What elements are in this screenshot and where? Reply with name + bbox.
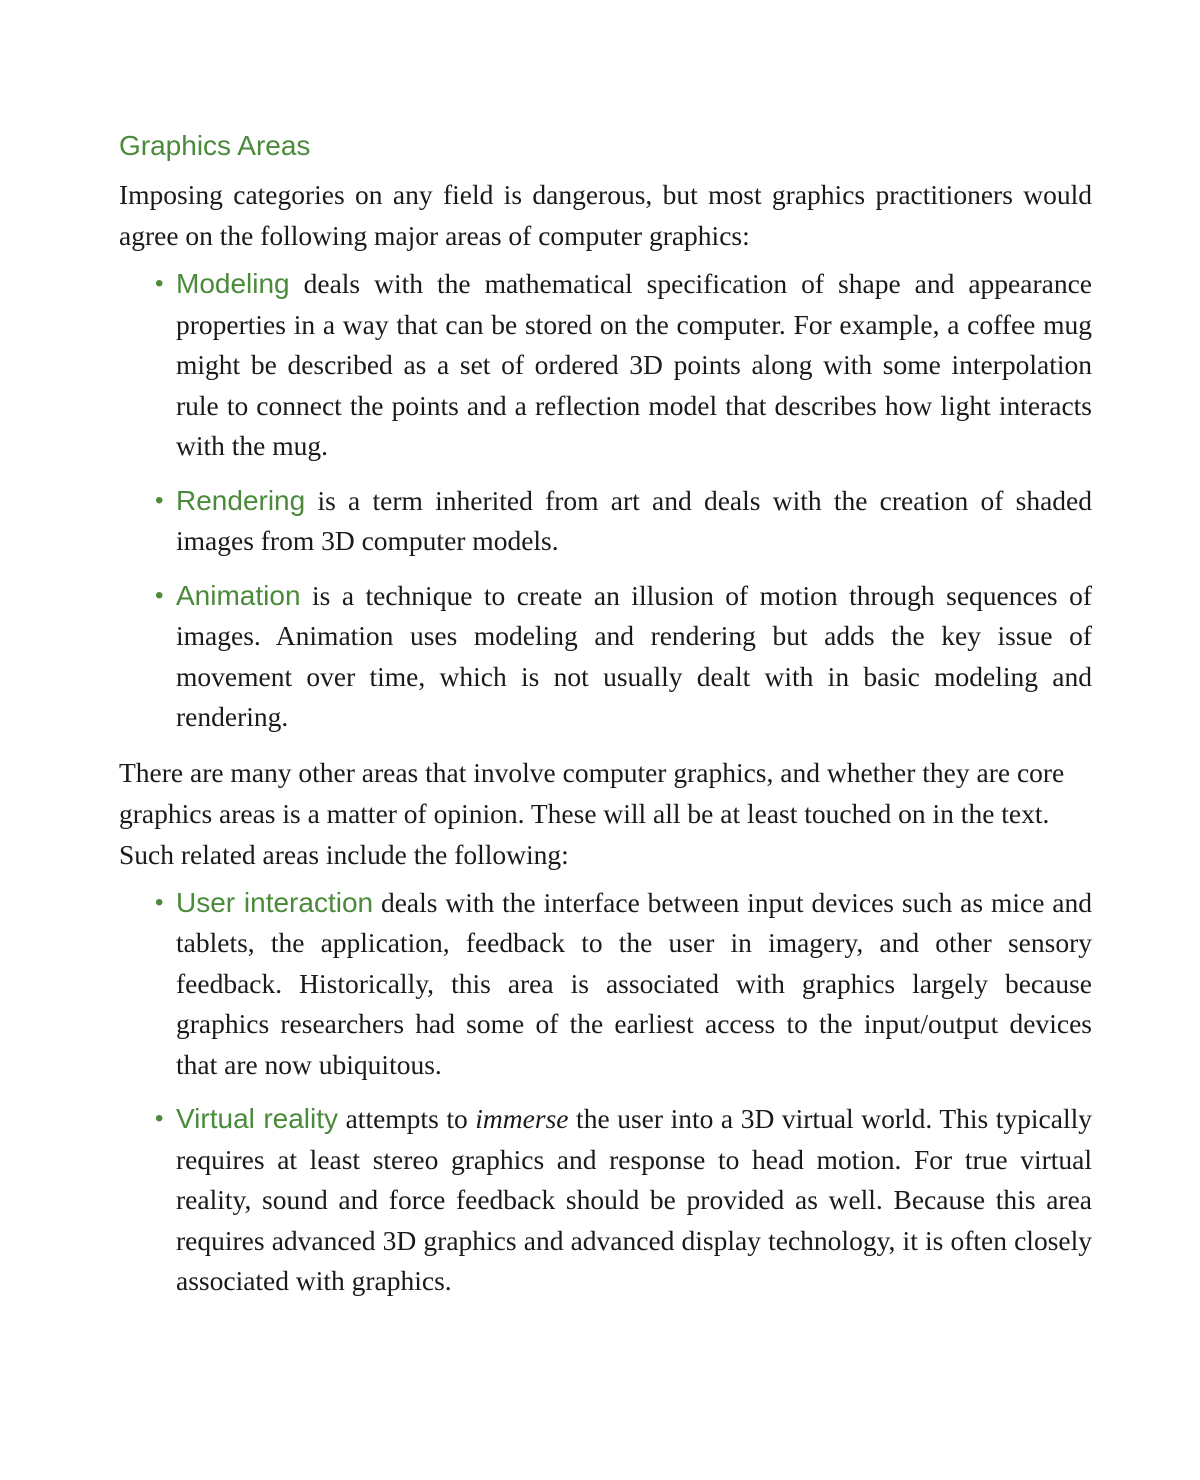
list-item-modeling — [119, 264, 1092, 467]
bullet-icon: • — [155, 270, 164, 297]
list-item-rendering — [119, 481, 1092, 562]
related-areas-list — [119, 883, 1092, 1302]
description-virtual-reality-end: the user into a 3D virtual world. This typically requires at least stereo graphics and response to head motion. For true virtual reality, sound and force feedback should be provided as well. Because this area requires advanced 3D graphics and advanced display technology, it is often closely associated with graphics. — [176, 1103, 1092, 1296]
bullet-icon: • — [155, 486, 164, 514]
description-virtual-reality-start: attempts to — [338, 1103, 476, 1134]
term-rendering: Rendering — [176, 484, 306, 516]
term-user-interaction: User interaction — [176, 886, 374, 918]
description-modeling: deals with the mathematical specification of shape and appearance properties in a way that can be stored on the computer. For example, a coffee mug might be described as a set of ordered 3D points along with some interpolation rule to connect the points and a reflection model that describes how light interacts with the mug. — [176, 268, 1092, 461]
bullet-icon: • — [155, 1105, 164, 1132]
term-animation: Animation — [176, 579, 301, 611]
emphasis-immerse: immerse — [475, 1103, 569, 1134]
major-areas-list — [119, 264, 1092, 738]
intro-paragraph: Imposing categories on any field is dangerous, but most graphics practitioners would agree on the following major areas of computer graphics: — [119, 179, 1092, 251]
description-animation: is a technique to create an illusion of motion through sequences of images. Animation uses modeling and rendering but adds the key issue of movement over time, which is not usually dealt with in basic modeling and rendering. — [176, 579, 1092, 732]
transition-paragraph: There are many other areas that involve computer graphics, and whether they are core graphics areas is a matter of opinion. These will all be at least touched on in the text. Such related areas include the following: — [119, 756, 1065, 870]
term-virtual-reality: Virtual reality — [176, 1103, 339, 1134]
list-item-animation — [119, 576, 1092, 738]
description-rendering: is a term inherited from art and deals with the creation of shaded images from 3D computer models. — [176, 484, 1092, 556]
list-item-virtual-reality — [119, 1099, 1092, 1302]
term-modeling: Modeling — [176, 268, 290, 299]
document-page — [119, 128, 1092, 1316]
description-user-interaction: deals with the interface between input devices such as mice and tablets, the application, feedback to the user in imagery, and other sensory feedback. Historically, this area is associated with graphics largely because graphics researchers had some of the earliest access to the input/output devices that are now ubiquitous. — [176, 886, 1092, 1080]
list-item-user-interaction — [119, 883, 1092, 1086]
bullet-icon: • — [155, 581, 164, 609]
section-heading: Graphics Areas — [119, 130, 311, 161]
bullet-icon: • — [155, 888, 164, 916]
